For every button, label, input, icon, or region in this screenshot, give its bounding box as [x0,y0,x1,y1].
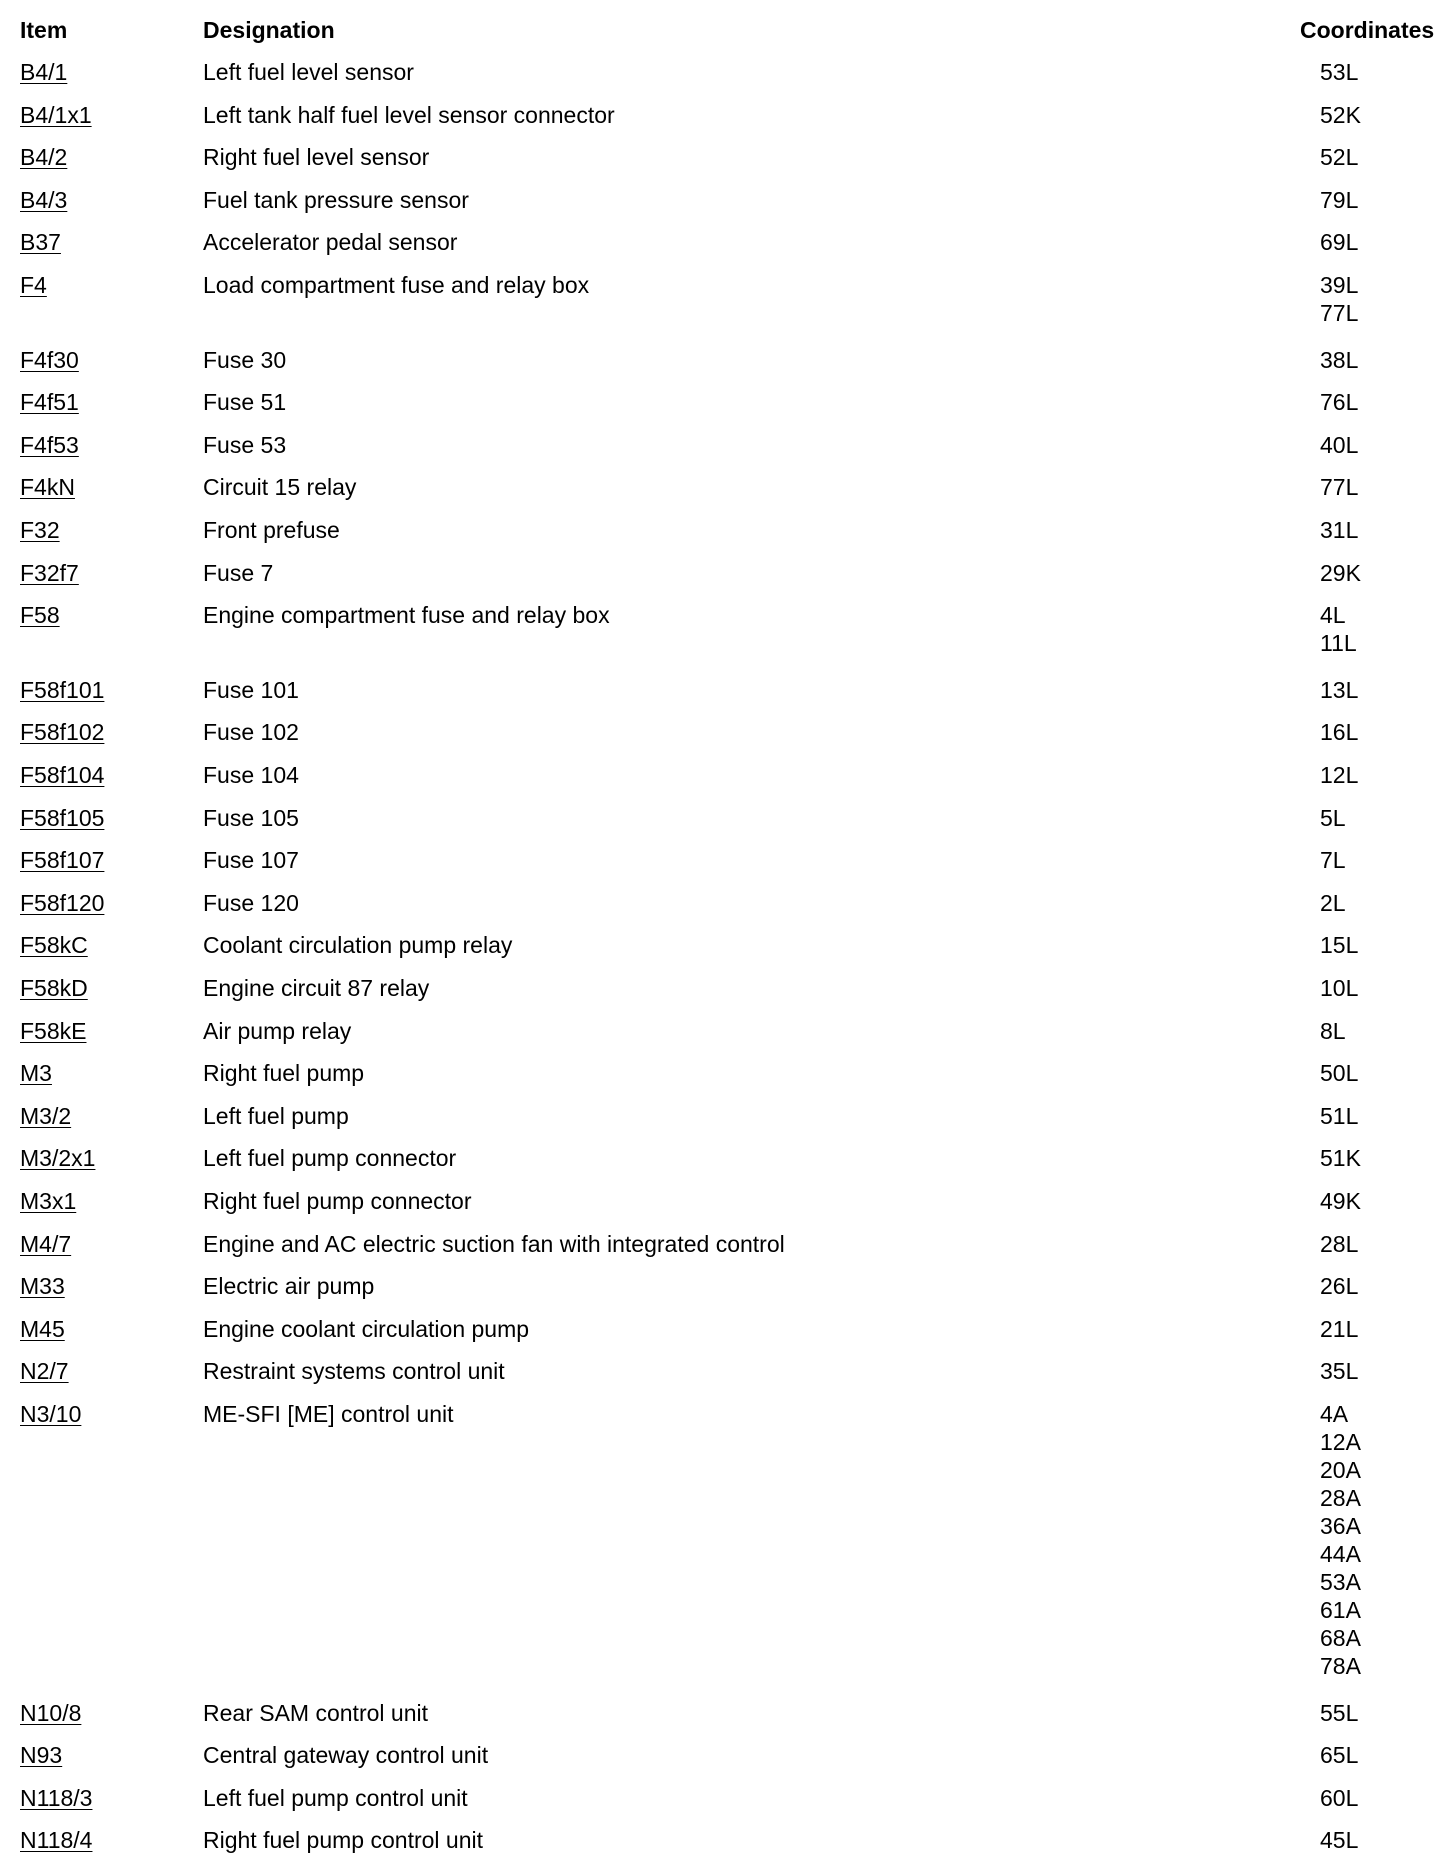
coordinate-value: 77L [1320,300,1359,326]
coordinate-value: 4A [1320,1401,1349,1427]
coordinates-cell [1320,516,1358,544]
coordinate-value: 12L [1320,762,1359,788]
designation-text: ME-SFI [ME] control unit [203,1401,454,1427]
header-designation: Designation [203,17,335,43]
item-link[interactable]: F32 [20,517,60,543]
designation-text: Fuse 30 [203,347,287,373]
coordinates-cell [1320,271,1358,327]
coordinate-value: 69L [1320,229,1359,255]
coordinates-cell [1320,889,1346,917]
item-link[interactable]: F58 [20,602,60,628]
coordinate-value: 79L [1320,187,1359,213]
coordinates-cell [1320,1741,1358,1769]
coordinate-value: 13L [1320,677,1359,703]
designation-text: Rear SAM control unit [203,1700,428,1726]
coordinate-value: 36A [1320,1513,1361,1539]
item-link[interactable]: B4/1 [20,59,68,85]
designation-text: Left fuel pump control unit [203,1785,468,1811]
coordinate-value: 15L [1320,932,1359,958]
designation-text: Fuse 7 [203,560,274,586]
designation-text: Fuse 105 [203,805,299,831]
item-link[interactable]: M33 [20,1273,65,1299]
coordinate-value: 44A [1320,1541,1361,1567]
item-link[interactable]: F58f104 [20,762,105,788]
coordinates-cell [1320,761,1358,789]
designation-text: Fuse 101 [203,677,299,703]
item-link[interactable]: N2/7 [20,1358,69,1384]
coordinates-cell [1320,718,1358,746]
coordinates-cell [1320,186,1358,214]
item-link[interactable]: N10/8 [20,1700,82,1726]
designation-text: Right fuel level sensor [203,144,430,170]
coordinates-cell [1320,388,1358,416]
designation-text: Fuse 104 [203,762,299,788]
item-link[interactable]: B4/1x1 [20,102,92,128]
coordinate-value: 45L [1320,1827,1359,1853]
coordinate-value: 8L [1320,1018,1346,1044]
designation-text: Fuel tank pressure sensor [203,187,469,213]
designation-text: Left tank half fuel level sensor connector [203,102,615,128]
designation-text: Right fuel pump [203,1060,365,1086]
coordinates-cell [1320,228,1358,256]
coordinates-cell [1320,1272,1358,1300]
coordinates-cell [1320,1784,1358,1812]
coordinate-value: 26L [1320,1273,1359,1299]
item-link[interactable]: F4f53 [20,432,79,458]
item-link[interactable]: F58f107 [20,847,105,873]
coordinate-value: 51L [1320,1103,1359,1129]
coordinate-value: 53L [1320,59,1359,85]
coordinates-cell [1320,473,1358,501]
item-link[interactable]: F4f30 [20,347,79,373]
header-coordinates: Coordinates [1300,17,1435,43]
coordinate-value: 4L [1320,602,1346,628]
coordinates-cell [1320,431,1358,459]
designation-text: Fuse 120 [203,890,299,916]
header-item: Item [20,17,68,43]
designation-text: Right fuel pump control unit [203,1827,483,1853]
item-link[interactable]: N93 [20,1742,63,1768]
coordinate-value: 76L [1320,389,1359,415]
coordinate-value: 52L [1320,144,1359,170]
coordinates-cell [1320,1102,1358,1130]
coordinate-value: 61A [1320,1597,1361,1623]
designation-text: Engine circuit 87 relay [203,975,430,1001]
item-link[interactable]: M3 [20,1060,52,1086]
designation-text: Engine and AC electric suction fan with integrated control [203,1231,785,1257]
item-link[interactable]: N118/3 [20,1785,93,1811]
designation-text: Fuse 107 [203,847,299,873]
coordinates-cell [1320,559,1361,587]
designation-text: Load compartment fuse and relay box [203,272,590,298]
designation-text: Central gateway control unit [203,1742,489,1768]
coordinates-cell [1320,846,1346,874]
coordinate-value: 50L [1320,1060,1359,1086]
item-link[interactable]: F58kE [20,1018,87,1044]
designation-text: Fuse 102 [203,719,299,745]
item-link[interactable]: F4kN [20,474,75,500]
coordinate-value: 2L [1320,890,1346,916]
coordinates-cell [1320,1826,1358,1854]
designation-text: Accelerator pedal sensor [203,229,458,255]
coordinates-cell [1320,804,1346,832]
item-link[interactable]: N118/4 [20,1827,93,1853]
coordinate-value: 77L [1320,474,1359,500]
designation-text: Coolant circulation pump relay [203,932,513,958]
coordinates-cell [1320,1187,1361,1215]
designation-text: Left fuel pump [203,1103,349,1129]
coordinate-value: 28L [1320,1231,1359,1257]
designation-text: Engine compartment fuse and relay box [203,602,610,628]
coordinate-value: 28A [1320,1485,1361,1511]
item-link[interactable]: F58f105 [20,805,105,831]
coordinate-value: 7L [1320,847,1346,873]
coordinate-value: 12A [1320,1429,1361,1455]
coordinate-value: 21L [1320,1316,1359,1342]
item-link[interactable]: F32f7 [20,560,79,586]
item-link[interactable]: B4/3 [20,187,68,213]
item-link[interactable]: N3/10 [20,1401,82,1427]
coordinates-cell [1320,346,1358,374]
item-link[interactable]: F4 [20,272,47,298]
coordinates-cell [1320,101,1361,129]
designation-text: Left fuel level sensor [203,59,414,85]
coordinate-value: 52K [1320,102,1361,128]
item-link[interactable]: M4/7 [20,1231,72,1257]
designation-text: Electric air pump [203,1273,375,1299]
coordinate-value: 5L [1320,805,1346,831]
coordinate-value: 78A [1320,1653,1361,1679]
coordinate-value: 38L [1320,347,1359,373]
designation-text: Front prefuse [203,517,340,543]
coordinate-value: 35L [1320,1358,1359,1384]
coordinate-value: 31L [1320,517,1359,543]
item-link[interactable]: M3x1 [20,1188,77,1214]
item-link[interactable]: B4/2 [20,144,68,170]
coordinate-value: 29K [1320,560,1361,586]
coordinate-value: 39L [1320,272,1359,298]
coordinates-cell [1320,58,1358,86]
designation-text: Restraint systems control unit [203,1358,505,1384]
designation-text: Circuit 15 relay [203,474,357,500]
designation-text: Left fuel pump connector [203,1145,457,1171]
coordinates-cell [1320,1315,1358,1343]
designation-text: Fuse 51 [203,389,287,415]
item-link[interactable]: F58kC [20,932,88,958]
item-link[interactable]: F58kD [20,975,88,1001]
coordinates-cell [1320,1059,1358,1087]
coordinate-value: 11L [1320,630,1357,656]
designation-text: Engine coolant circulation pump [203,1316,530,1342]
item-link[interactable]: F4f51 [20,389,79,415]
coordinates-cell [1320,1017,1346,1045]
coordinates-cell [1320,143,1358,171]
coordinate-value: 60L [1320,1785,1359,1811]
coordinates-cell [1320,676,1358,704]
coordinate-value: 65L [1320,1742,1359,1768]
coordinates-cell [1320,1230,1358,1258]
coordinates-cell [1320,974,1358,1002]
coordinate-value: 68A [1320,1625,1361,1651]
coordinate-value: 55L [1320,1700,1359,1726]
coordinates-cell [1320,1400,1361,1680]
coordinates-cell [1320,1357,1358,1385]
coordinate-value: 20A [1320,1457,1361,1483]
item-link[interactable]: F58f120 [20,890,105,916]
item-link[interactable]: M45 [20,1316,65,1342]
coordinate-value: 10L [1320,975,1359,1001]
item-link[interactable]: B37 [20,229,61,255]
item-link[interactable]: F58f101 [20,677,105,703]
coordinates-cell [1320,601,1357,657]
coordinates-cell [1320,1144,1361,1172]
coordinate-value: 53A [1320,1569,1361,1595]
coordinate-value: 49K [1320,1188,1361,1214]
item-link[interactable]: M3/2 [20,1103,72,1129]
coordinate-value: 51K [1320,1145,1361,1171]
designation-text: Air pump relay [203,1018,352,1044]
coordinate-value: 40L [1320,432,1359,458]
coordinates-cell [1320,1699,1358,1727]
item-link[interactable]: M3/2x1 [20,1145,96,1171]
designation-text: Right fuel pump connector [203,1188,472,1214]
coordinates-cell [1320,931,1358,959]
coordinate-value: 16L [1320,719,1359,745]
item-link[interactable]: F58f102 [20,719,105,745]
designation-text: Fuse 53 [203,432,287,458]
